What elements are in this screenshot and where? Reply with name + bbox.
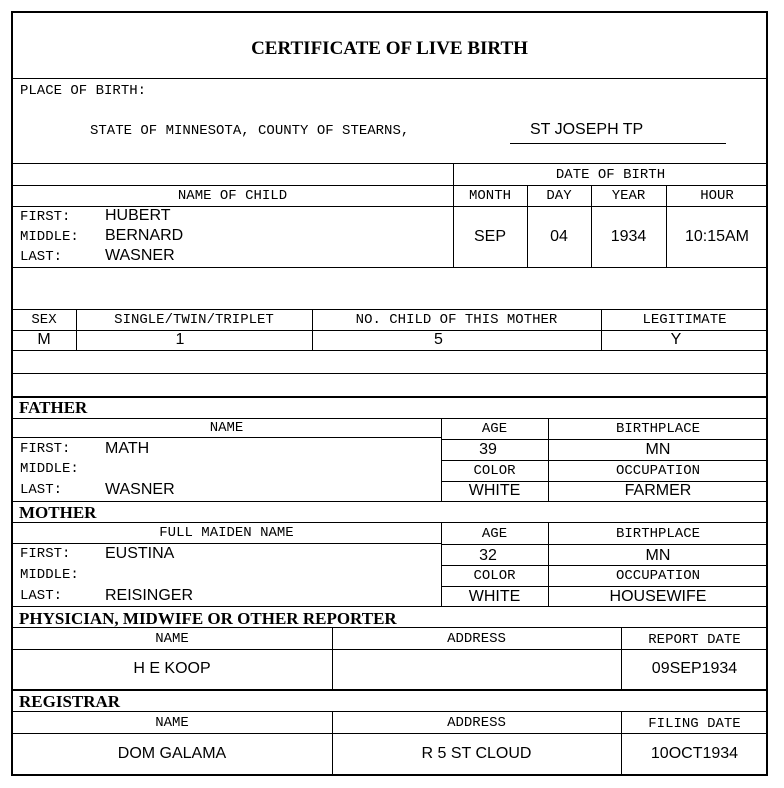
divider bbox=[441, 439, 768, 440]
divider bbox=[12, 522, 768, 523]
registrar-name: DOM GALAMA bbox=[117, 745, 227, 762]
physician-section-title: PHYSICIAN, MIDWIFE OR OTHER REPORTER bbox=[19, 609, 397, 628]
mother-first-label: FIRST: bbox=[20, 546, 71, 562]
sex-value: M bbox=[37, 331, 51, 348]
father-first-name: MATH bbox=[105, 440, 150, 457]
divider bbox=[441, 522, 442, 606]
divider bbox=[621, 627, 622, 690]
birth-year: 1934 bbox=[610, 228, 647, 245]
divider bbox=[591, 185, 592, 267]
mother-occupation-header: OCCUPATION bbox=[615, 568, 700, 584]
father-last-name: WASNER bbox=[105, 481, 175, 498]
place-township: ST JOSEPH TP bbox=[530, 121, 644, 138]
birth-day: 04 bbox=[550, 228, 568, 245]
mother-section-title: MOTHER bbox=[19, 503, 97, 522]
divider bbox=[12, 711, 768, 712]
divider bbox=[441, 565, 768, 566]
divider bbox=[441, 544, 768, 545]
divider bbox=[548, 522, 549, 606]
year-header: YEAR bbox=[611, 188, 646, 204]
divider bbox=[453, 163, 454, 267]
divider bbox=[12, 543, 441, 544]
divider bbox=[527, 185, 528, 267]
mother-birthplace-header: BIRTHPLACE bbox=[615, 526, 700, 542]
divider bbox=[12, 606, 768, 607]
date-of-birth-header: DATE OF BIRTH bbox=[555, 167, 666, 183]
divider bbox=[12, 330, 768, 331]
registrar-address: R 5 ST CLOUD bbox=[421, 745, 532, 762]
divider bbox=[12, 649, 768, 650]
father-section-title: FATHER bbox=[19, 398, 88, 417]
divider bbox=[621, 711, 622, 775]
mother-color-header: COLOR bbox=[473, 568, 516, 584]
mother-birthplace: MN bbox=[645, 547, 671, 564]
certificate-title: CERTIFICATE OF LIVE BIRTH bbox=[251, 38, 528, 59]
divider bbox=[12, 689, 768, 691]
divider bbox=[12, 350, 768, 351]
hour-header: HOUR bbox=[700, 188, 734, 204]
legitimate-header: LEGITIMATE bbox=[642, 312, 727, 328]
child-first-label: FIRST: bbox=[20, 209, 71, 225]
divider bbox=[12, 627, 768, 628]
plurality-header: SINGLE/TWIN/TRIPLET bbox=[114, 312, 274, 328]
father-color: WHITE bbox=[468, 482, 521, 499]
township-underline bbox=[510, 143, 726, 144]
mother-middle-label: MIDDLE: bbox=[20, 567, 79, 583]
father-occupation-header: OCCUPATION bbox=[615, 463, 700, 479]
father-occupation: FARMER bbox=[624, 482, 692, 499]
birth-hour: 10:15AM bbox=[684, 228, 750, 245]
divider bbox=[12, 437, 441, 438]
divider bbox=[441, 418, 442, 501]
physician-report-date-header: REPORT DATE bbox=[648, 632, 741, 648]
divider bbox=[441, 460, 768, 461]
father-birthplace-header: BIRTHPLACE bbox=[615, 421, 700, 437]
divider bbox=[548, 418, 549, 501]
father-birthplace: MN bbox=[645, 441, 671, 458]
divider bbox=[12, 78, 768, 79]
physician-address-header: ADDRESS bbox=[447, 631, 506, 647]
physician-report-date: 09SEP1934 bbox=[651, 660, 738, 677]
mother-age: 32 bbox=[479, 547, 497, 564]
divider bbox=[12, 163, 768, 164]
divider bbox=[12, 733, 768, 734]
mother-name-header: FULL MAIDEN NAME bbox=[159, 525, 294, 541]
day-header: DAY bbox=[546, 188, 572, 204]
child-last-name: WASNER bbox=[105, 247, 175, 264]
mother-age-header: AGE bbox=[481, 526, 508, 542]
divider bbox=[332, 627, 333, 690]
divider bbox=[12, 501, 768, 502]
father-age: 39 bbox=[479, 441, 497, 458]
birth-month: SEP bbox=[473, 228, 506, 245]
father-first-label: FIRST: bbox=[20, 441, 71, 457]
father-name-header: NAME bbox=[209, 420, 244, 436]
mother-occupation: HOUSEWIFE bbox=[609, 588, 707, 605]
physician-name-header: NAME bbox=[155, 631, 189, 647]
divider bbox=[312, 309, 313, 350]
registrar-address-header: ADDRESS bbox=[447, 715, 506, 731]
child-number-header: NO. CHILD OF THIS MOTHER bbox=[355, 312, 558, 328]
child-number-value: 5 bbox=[434, 331, 443, 348]
divider bbox=[12, 309, 768, 310]
legitimate-value: Y bbox=[670, 331, 682, 348]
registrar-section-title: REGISTRAR bbox=[19, 692, 121, 711]
plurality-value: 1 bbox=[175, 331, 185, 348]
child-middle-name: BERNARD bbox=[105, 227, 184, 244]
place-state-county: STATE OF MINNESOTA, COUNTY OF STEARNS, bbox=[90, 123, 410, 139]
divider bbox=[332, 711, 333, 775]
divider bbox=[441, 586, 768, 587]
mother-last-label: LAST: bbox=[20, 588, 63, 604]
father-last-label: LAST: bbox=[20, 482, 63, 498]
divider bbox=[12, 185, 453, 186]
mother-first-name: EUSTINA bbox=[105, 545, 175, 562]
child-middle-label: MIDDLE: bbox=[20, 229, 79, 245]
divider bbox=[601, 309, 602, 350]
physician-name: H E KOOP bbox=[133, 660, 211, 677]
divider bbox=[12, 418, 768, 419]
sex-header: SEX bbox=[31, 312, 57, 328]
divider bbox=[666, 185, 667, 267]
father-color-header: COLOR bbox=[473, 463, 516, 479]
child-first-name: HUBERT bbox=[105, 207, 171, 224]
child-last-label: LAST: bbox=[20, 249, 63, 265]
father-age-header: AGE bbox=[481, 421, 508, 437]
divider bbox=[12, 267, 768, 268]
registrar-filing-date: 10OCT1934 bbox=[650, 745, 739, 762]
mother-color: WHITE bbox=[468, 588, 521, 605]
registrar-name-header: NAME bbox=[155, 715, 189, 731]
divider bbox=[76, 309, 77, 350]
father-middle-label: MIDDLE: bbox=[20, 461, 79, 477]
divider bbox=[12, 396, 768, 398]
divider bbox=[12, 373, 768, 374]
registrar-filing-date-header: FILING DATE bbox=[648, 716, 741, 732]
month-header: MONTH bbox=[468, 188, 511, 204]
name-of-child-header: NAME OF CHILD bbox=[177, 188, 288, 204]
place-of-birth-label: PLACE OF BIRTH: bbox=[20, 83, 147, 99]
mother-last-name: REISINGER bbox=[105, 587, 194, 604]
divider bbox=[453, 185, 768, 186]
